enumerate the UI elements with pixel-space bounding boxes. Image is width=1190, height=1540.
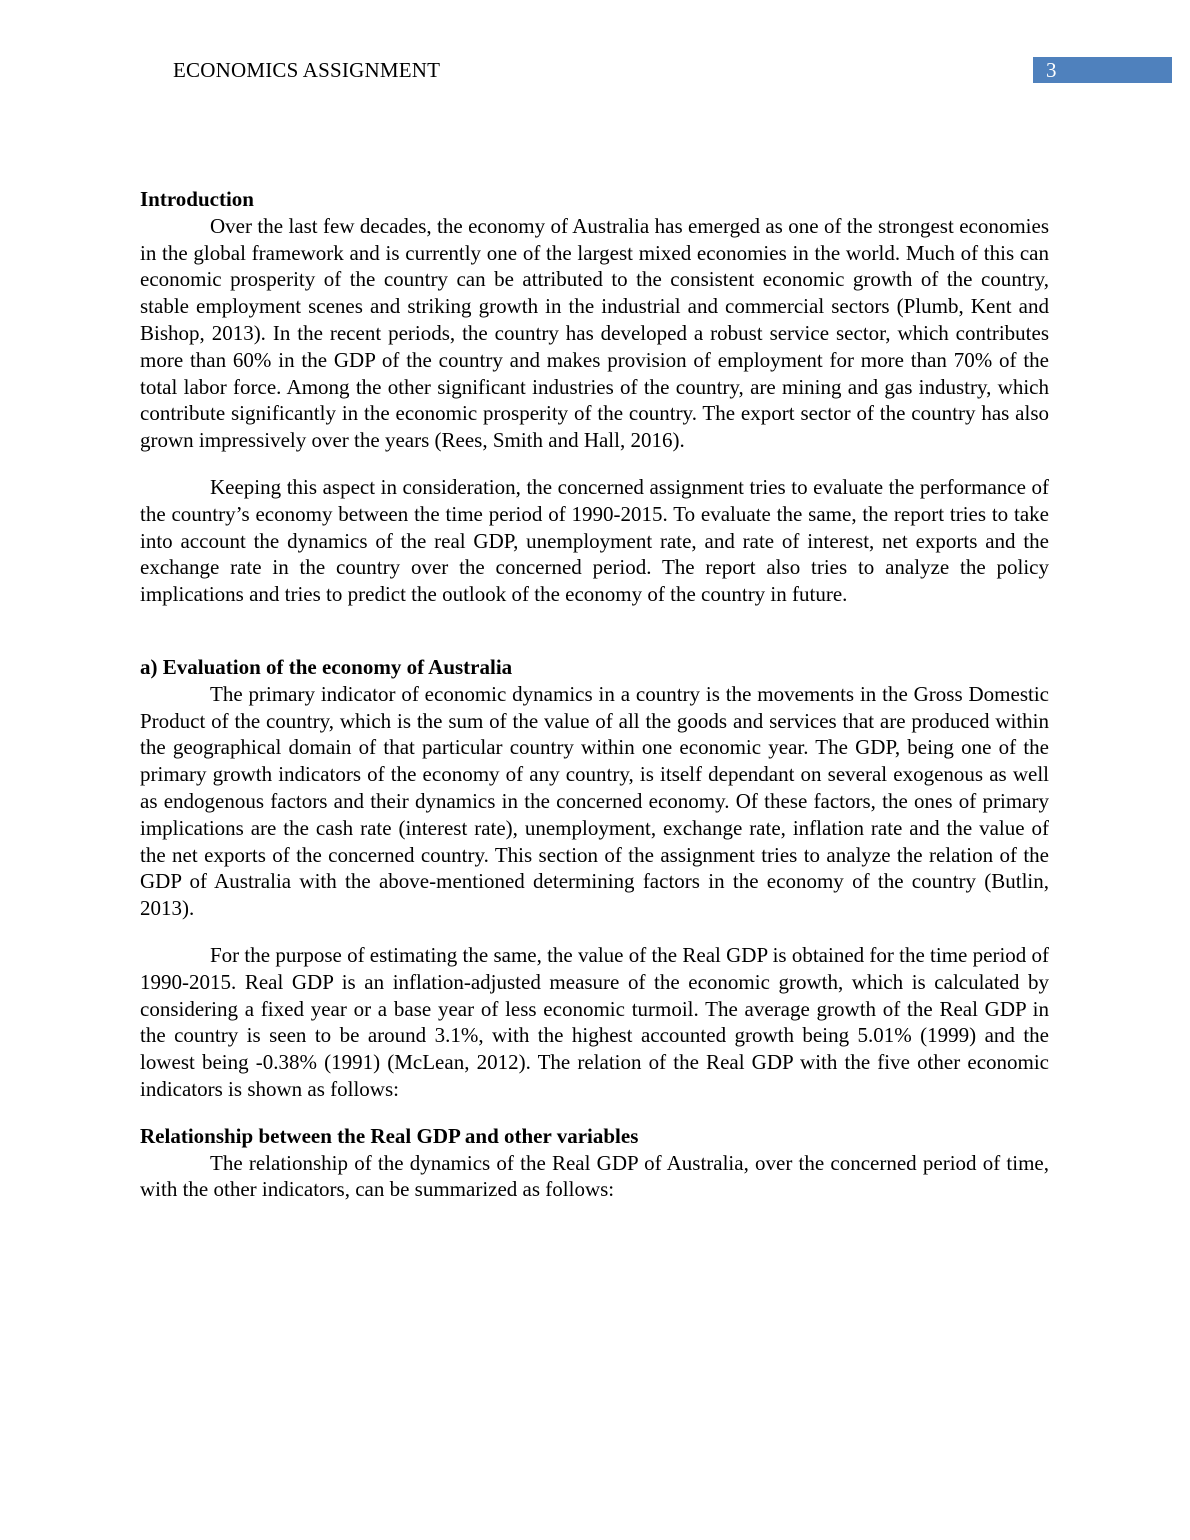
document-body <box>140 186 1049 1203</box>
page-number-badge <box>1033 57 1172 83</box>
introduction-paragraph-1: Over the last few decades, the economy of Australia has emerged as one of the strongest economies in the global framework and is currently one of the largest mixed economies in the world. Much of this can economic prosperity of the country can be attributed to the consistent economic growth of the country, stable employment scenes and striking growth in the industrial and commercial sectors (Plumb, Kent and Bishop, 2013). In the recent periods, the country has developed a robust service sector, which contributes more than 60% in the GDP of the country and makes provision of employment for more than 70% of the total labor force. Among the other significant industries of the country, are mining and gas industry, which contribute significantly in the economic prosperity of the country. The export sector of the country has also grown impressively over the years (Rees, Smith and Hall, 2016). <box>140 213 1049 453</box>
introduction-paragraph-2: Keeping this aspect in consideration, the concerned assignment tries to evaluate the performance of the country’s economy between the time period of 1990-2015. To evaluate the same, the report tries to take into account the dynamics of the real GDP, unemployment rate, and rate of interest, net exports and the exchange rate in the country over the concerned period. The report also tries to analyze the policy implications and tries to predict the outlook of the economy of the country in future. <box>140 474 1049 607</box>
evaluation-heading: a) Evaluation of the economy of Australia <box>140 654 513 679</box>
evaluation-paragraph-2: For the purpose of estimating the same, the value of the Real GDP is obtained for the time period of 1990-2015. Real GDP is an inflation-adjusted measure of the economic growth, which is calculated by considering a fixed year or a base year of less economic turmoil. The average growth of the Real GDP in the country is seen to be around 3.1%, with the highest accounted growth being 5.01% (1999) and the lowest being -0.38% (1991) (McLean, 2012). The relation of the Real GDP with the five other economic indicators is shown as follows: <box>140 942 1050 1101</box>
relationship-paragraph-1: The relationship of the dynamics of the Real GDP of Australia, over the concerned period of time, with the other indicators, can be summarized as follows: <box>140 1150 1049 1202</box>
page-number: 3 <box>1046 58 1057 82</box>
relationship-heading: Relationship between the Real GDP and other variables <box>140 1123 639 1148</box>
introduction-heading: Introduction <box>140 187 254 211</box>
header-title: ECONOMICS ASSIGNMENT <box>173 58 441 82</box>
evaluation-paragraph-1: The primary indicator of economic dynamics in a country is the movements in the Gross Domestic Product of the country, which is the sum of the value of all the goods and services that are produced within the geographical domain of that particular country within one economic year. The GDP, being one of the primary growth indicators of the economy of any country, is itself dependant on several exogenous as well as endogenous factors and their dynamics in the concerned economy. Of these factors, the ones of primary implications are the cash rate (interest rate), unemployment, exchange rate, inflation rate and the value of the net exports of the concerned country. This section of the assignment tries to analyze the relation of the GDP of Australia with the above-mentioned determining factors in the economy of the country (Butlin, 2013). <box>140 681 1049 921</box>
